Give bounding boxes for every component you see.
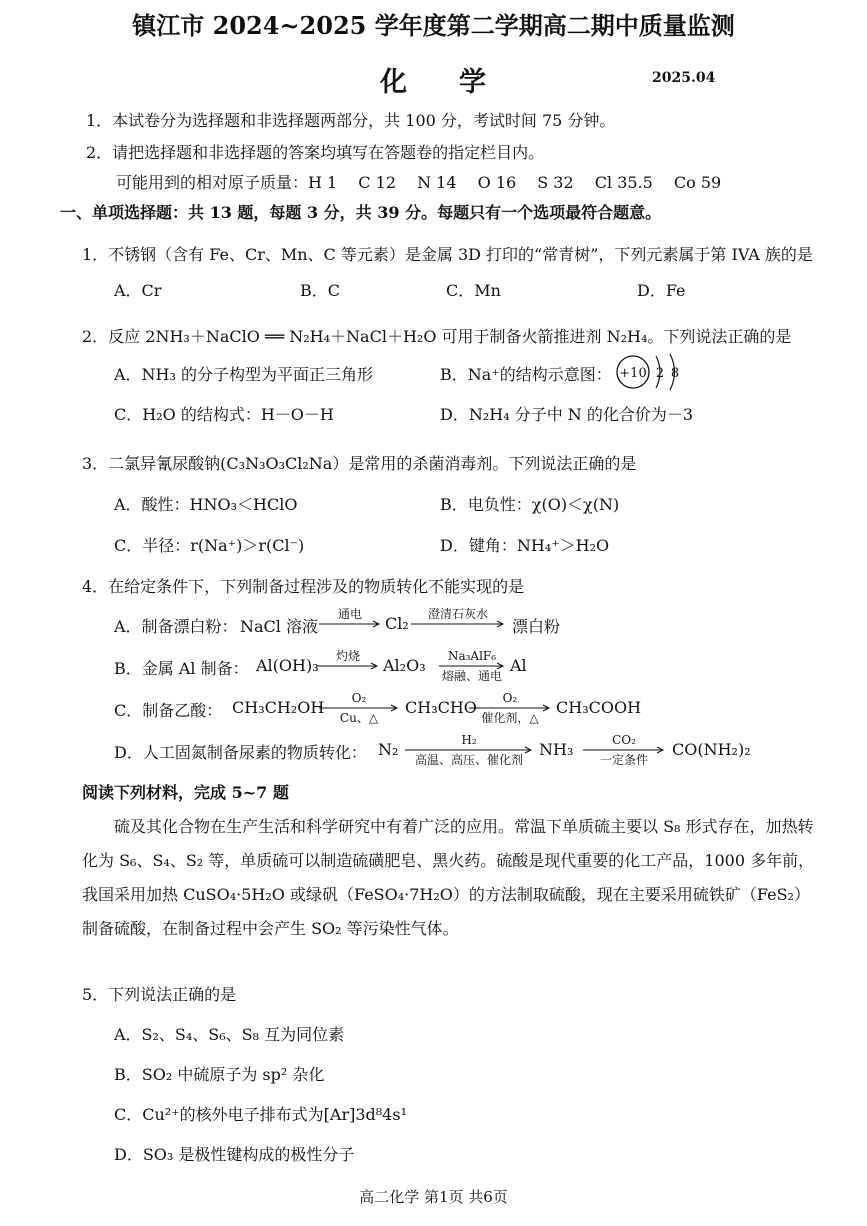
q1-option-d: D．Fe (637, 281, 686, 300)
reading-passage: 硫及其化合物在生产生活和科学研究中有着广泛的应用。常温下单质硫主要以 S₈ 形式存在，加热转化为 S₆、S₄、S₂ 等，单质硫可以制造硫磺肥皂、黑火药。硫酸是现代重要的化工产品，1000 多年前，我国采用加热 CuSO₄·5H₂O 或绿矾（FeSO₄·7H₂O）的方法制取硫酸，现在主要采用硫铁矿（FeS₂）制备硫酸，在制备过程中会产生 SO₂ 等污染性气体。 (82, 817, 815, 938)
q4-b-condition-2-bottom: 熔融、通电 (441, 669, 503, 683)
q4-a-label: A．制备漂白粉： (114, 617, 238, 636)
q3-option-b: B．电负性：χ(O)＜χ(N) (440, 495, 620, 514)
q4-b-substance-1: Al(OH)₃ (256, 656, 319, 675)
q4-c-substance-1: CH₃CH₂OH (232, 698, 325, 717)
q1-option-c: C．Mn (446, 281, 501, 300)
exam-date: 2025.04 (652, 70, 716, 86)
q1-option-a: A．Cr (114, 281, 162, 300)
q4-a-substance-3: 漂白粉 (512, 617, 561, 636)
q4-b-arrow-2 (438, 646, 506, 686)
q2-option-c: C．H₂O 的结构式：H－O－H (114, 405, 334, 424)
note-2: 2．请把选择题和非选择题的答案均填写在答题卷的指定栏目内。 (86, 143, 545, 162)
q4-d-substance-1: N₂ (378, 740, 399, 759)
q4-d-arrow-2 (582, 730, 666, 770)
section-heading: 一、单项选择题：共 13 题，每题 3 分，共 39 分。每题只有一个选项最符合题意。 (60, 203, 662, 222)
q4-b-condition-1: 灼烧 (335, 649, 361, 663)
q4-a-arrow-1 (318, 606, 382, 632)
q1-option-b: B．C (300, 281, 341, 300)
na-ion-structure-diagram (614, 350, 694, 394)
q5-stem: 5．下列说法正确的是 (82, 985, 237, 1004)
q4-c-arrow-2 (468, 688, 552, 728)
q2-option-b: B．Na⁺的结构示意图： (440, 365, 612, 384)
q3-option-a: A．酸性：HNO₃＜HClO (114, 495, 298, 514)
q1-stem: 1．不锈钢（含有 Fe、Cr、Mn、C 等元素）是金属 3D 打印的“常青树”，下列元素属于第 IVA 族的是 (82, 245, 813, 264)
q4-c-label: C．制备乙酸： (114, 701, 223, 720)
q4-d-arrow-1 (404, 730, 534, 770)
q4-c-condition-2-bottom: 催化剂，△ (481, 711, 539, 725)
q4-a-arrow-2 (410, 606, 506, 632)
q4-d-condition-2-bottom: 一定条件 (599, 753, 649, 767)
q2-option-a: A．NH₃ 的分子构型为平面正三角形 (114, 365, 374, 384)
q4-c-condition-2-top: O₂ (502, 691, 518, 705)
q5-option-b: B．SO₂ 中硫原子为 sp² 杂化 (114, 1065, 325, 1084)
shell-1-electrons: 2 (655, 366, 665, 381)
q4-c-arrow-1 (318, 688, 400, 728)
q4-d-condition-1-bottom: 高温、高压、催化剂 (414, 753, 524, 767)
q4-d-condition-1-top: H₂ (461, 733, 477, 747)
q4-a-condition-1: 通电 (337, 607, 363, 621)
q4-d-substance-3: CO(NH₂)₂ (672, 740, 751, 759)
shell-2-electrons: 8 (670, 366, 680, 381)
q5-option-a: A．S₂、S₄、S₆、S₈ 互为同位素 (114, 1025, 345, 1044)
reading-heading: 阅读下列材料，完成 5~7 题 (82, 783, 289, 802)
q4-c-condition-1-top: O₂ (351, 691, 367, 705)
q4-stem: 4．在给定条件下，下列制备过程涉及的物质转化不能实现的是 (82, 577, 525, 596)
page-footer: 高二化学 第1页 共6页 (359, 1188, 508, 1206)
q4-b-label: B．金属 Al 制备： (114, 659, 249, 678)
q4-a-substance-1: NaCl 溶液 (240, 617, 318, 636)
q5-option-d: D．SO₃ 是极性键构成的极性分子 (114, 1145, 355, 1164)
q4-a-substance-2: Cl₂ (385, 614, 409, 633)
subject-title: 化学 (380, 67, 538, 98)
q4-d-condition-2-top: CO₂ (612, 733, 636, 747)
page-title: 镇江市 2024~2025 学年度第二学期高二期中质量监测 (132, 11, 735, 40)
q4-b-condition-2-top: Na₃AlF₆ (447, 649, 497, 663)
q4-d-substance-2: NH₃ (539, 740, 574, 759)
note-1: 1．本试卷分为选择题和非选择题两部分，共 100 分，考试时间 75 分钟。 (86, 111, 616, 130)
q4-d-label: D．人工固氮制备尿素的物质转化： (114, 743, 367, 762)
q4-a-condition-2: 澄清石灰水 (427, 607, 489, 621)
q2-option-d: D．N₂H₄ 分子中 N 的化合价为－3 (440, 405, 694, 424)
atomic-masses: 可能用到的相对原子质量：H 1 C 12 N 14 O 16 S 32 Cl 35.5 Co 59 (116, 173, 722, 192)
q3-stem: 3．二氯异氰尿酸钠(C₃N₃O₃Cl₂Na）是常用的杀菌消毒剂。下列说法正确的是 (82, 454, 637, 473)
nucleus-charge: +10 (619, 366, 647, 381)
q4-c-substance-3: CH₃COOH (556, 698, 642, 717)
q3-option-d: D．键角：NH₄⁺＞H₂O (440, 536, 610, 555)
q4-b-substance-3: Al (510, 656, 527, 675)
q3-option-c: C．半径：r(Na⁺)＞r(Cl⁻) (114, 536, 305, 555)
q5-option-c: C．Cu²⁺的核外电子排布式为[Ar]3d⁸4s¹ (114, 1105, 407, 1124)
q2-stem: 2．反应 2NH₃＋NaClO ══ N₂H₄＋NaCl＋H₂O 可用于制备火箭推进剂 N₂H₄。下列说法正确的是 (82, 327, 792, 346)
q4-c-substance-2: CH₃CHO (405, 698, 477, 717)
q4-b-arrow-1 (316, 648, 380, 674)
q4-b-substance-2: Al₂O₃ (383, 656, 426, 675)
q4-c-condition-1-bottom: Cu、△ (339, 711, 379, 725)
